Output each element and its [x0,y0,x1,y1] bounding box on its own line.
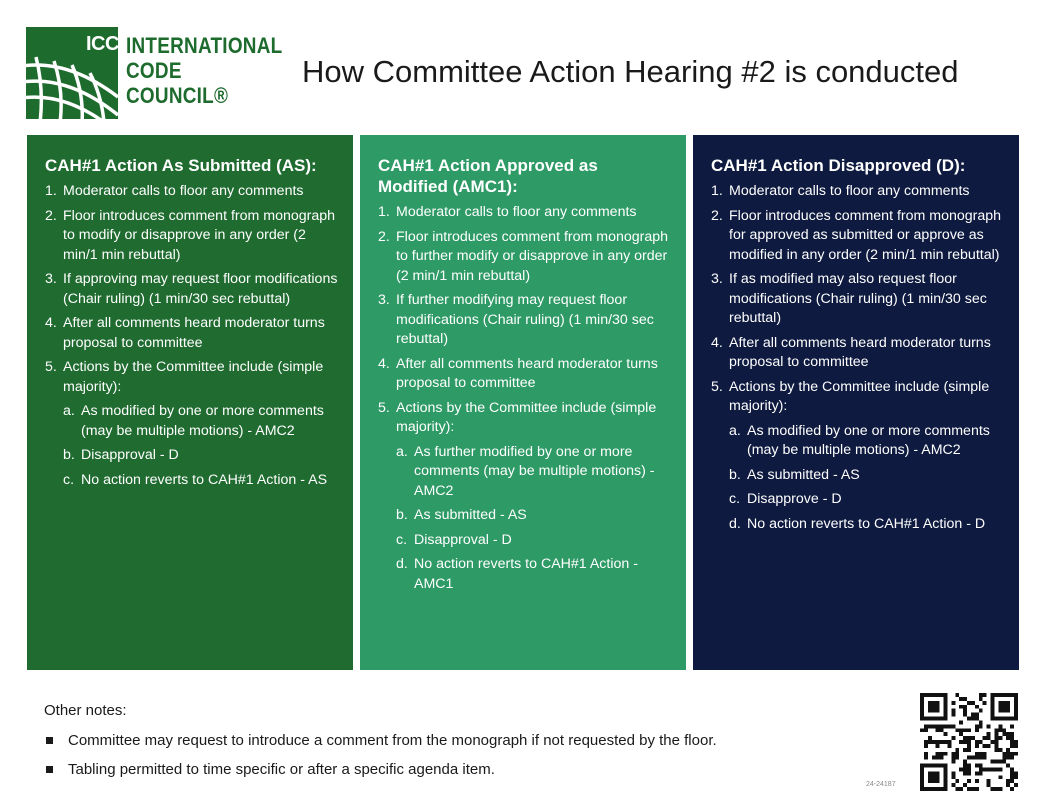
panel-title: CAH#1 Action Disapproved (D): [711,156,966,175]
step-text: If further modifying may request floor modifications (Chair ruling) (1 min/30 sec rebuttal) [396,292,654,347]
sub-step-letter: b. [729,466,741,483]
sub-step-item [63,446,339,466]
sub-step-item [63,402,339,441]
note-text: Committee may request to introduce a comment from the monograph if not requested by the floor. [68,732,717,749]
sub-step-letter: c. [63,471,75,488]
step-item [45,314,339,353]
step-item [378,228,672,287]
sub-step-list [729,422,1005,535]
sub-step-letter: b. [396,507,408,523]
notes-title: Other notes: [44,702,127,719]
sub-step-text: Disapprove - D [747,491,842,507]
sub-step-list [396,443,672,595]
step-item [378,399,672,595]
step-number: 2. [45,207,57,224]
step-list [711,182,1005,534]
sub-step-item [729,515,1005,535]
sub-step-item [729,466,1005,486]
sub-step-text: No action reverts to CAH#1 Action - D [747,515,986,532]
step-number: 5. [45,359,57,375]
note-item [44,760,844,780]
step-number: 5. [711,378,723,395]
sub-step-letter: d. [396,556,408,572]
step-number: 1. [45,183,57,199]
note-text: Tabling permitted to time specific or after a specific agenda item. [68,761,495,778]
sub-step-text: As modified by one or more comments (may be multiple motions) - AMC2 [747,422,990,458]
step-item [711,378,1005,535]
step-text: Moderator calls to floor any comments [729,183,970,199]
sub-step-text: No action reverts to CAH#1 Action - AMC1 [414,556,638,592]
sub-step-text: Disapproval - D [81,447,179,463]
step-item [45,207,339,266]
sub-step-item [396,443,672,502]
logo-line-1: INTERNATIONAL [126,33,283,58]
sub-step-letter: a. [396,443,408,460]
step-item [378,291,672,350]
panel-disapproved [693,135,1019,670]
step-number: 3. [378,292,390,308]
sub-step-letter: a. [63,403,75,419]
step-number: 4. [711,334,723,351]
panel-title: CAH#1 Action Approved as Modified (AMC1): [378,156,598,196]
sub-step-letter: b. [63,447,75,463]
step-item [711,182,1005,202]
panel-title: CAH#1 Action As Submitted (AS): [45,156,317,175]
sub-step-text: As submitted - AS [747,466,860,483]
sub-step-letter: a. [729,422,741,439]
step-text: If as modified may also request floor modifications (Chair ruling) (1 min/30 sec rebuttal) [729,271,987,326]
sub-step-text: As further modified by one or more comments (may be multiple motions) - AMC2 [414,443,655,499]
step-text: Moderator calls to floor any comments [63,183,304,199]
step-number: 4. [45,315,57,331]
step-item [45,358,339,490]
notes-list [44,731,844,780]
step-list [378,203,672,594]
page-title: How Committee Action Hearing #2 is conducted [302,54,959,89]
sub-step-text: As submitted - AS [414,507,527,523]
sub-step-item [396,555,672,594]
step-item [711,270,1005,329]
sub-step-item [729,422,1005,461]
step-text: After all comments heard moderator turns proposal to committee [396,355,658,391]
step-number: 3. [45,271,57,287]
step-text: Moderator calls to floor any comments [396,204,637,220]
logo-line-2: CODE [126,58,182,83]
step-list [45,182,339,490]
step-text: After all comments heard moderator turns proposal to committee [63,315,325,351]
logo-icc-text: ICC [86,33,119,55]
qr-code-icon[interactable] [920,693,1018,791]
sub-step-item [729,490,1005,510]
sub-step-item [396,531,672,551]
panel-approved-as-modified [360,135,686,670]
step-number: 2. [711,207,723,224]
step-number: 4. [378,355,390,372]
sub-step-list [63,402,339,490]
step-text: Floor introduces comment from monograph to further modify or disapprove in any order (2 min/1 min rebuttal) [396,228,669,284]
step-item [378,355,672,394]
other-notes [44,702,844,789]
note-item [44,731,844,751]
step-number: 2. [378,228,390,245]
step-text: Actions by the Committee include (simple majority): [729,378,990,414]
logo-wordmark [126,33,282,108]
step-item [711,207,1005,266]
sub-step-item [396,506,672,526]
step-number: 1. [378,204,390,220]
sub-step-text: No action reverts to CAH#1 Action - AS [81,471,328,488]
sub-step-text: Disapproval - D [414,531,512,548]
square-bullet-icon [46,737,53,744]
step-number: 5. [378,399,390,416]
icc-logo [26,27,283,119]
sub-step-letter: c. [396,531,408,548]
sub-step-item [63,471,339,491]
step-text: Actions by the Committee include (simple majority): [396,399,657,435]
logo-line-3: COUNCIL® [126,83,229,108]
panel-as-submitted [27,135,353,670]
step-text: Floor introduces comment from monograph to modify or disapprove in any order (2 min/1 min rebuttal) [63,207,336,263]
step-item [711,334,1005,373]
sub-step-letter: c. [729,491,741,507]
sub-step-text: As modified by one or more comments (may be multiple motions) - AMC2 [81,403,324,439]
step-item [45,182,339,202]
square-bullet-icon [46,766,53,773]
step-text: Floor introduces comment from monograph for approved as submitted or approve as modified in any order (2 min/1 min rebuttal) [729,207,1002,263]
document-id: 24-24187 [866,781,896,788]
step-number: 1. [711,183,723,199]
step-item [378,203,672,223]
step-number: 3. [711,271,723,287]
step-text: After all comments heard moderator turns proposal to committee [729,334,991,370]
step-text: If approving may request floor modifications (Chair ruling) (1 min/30 sec rebuttal) [63,271,338,307]
step-item [45,270,339,309]
sub-step-letter: d. [729,515,741,532]
step-text: Actions by the Committee include (simple majority): [63,359,324,395]
